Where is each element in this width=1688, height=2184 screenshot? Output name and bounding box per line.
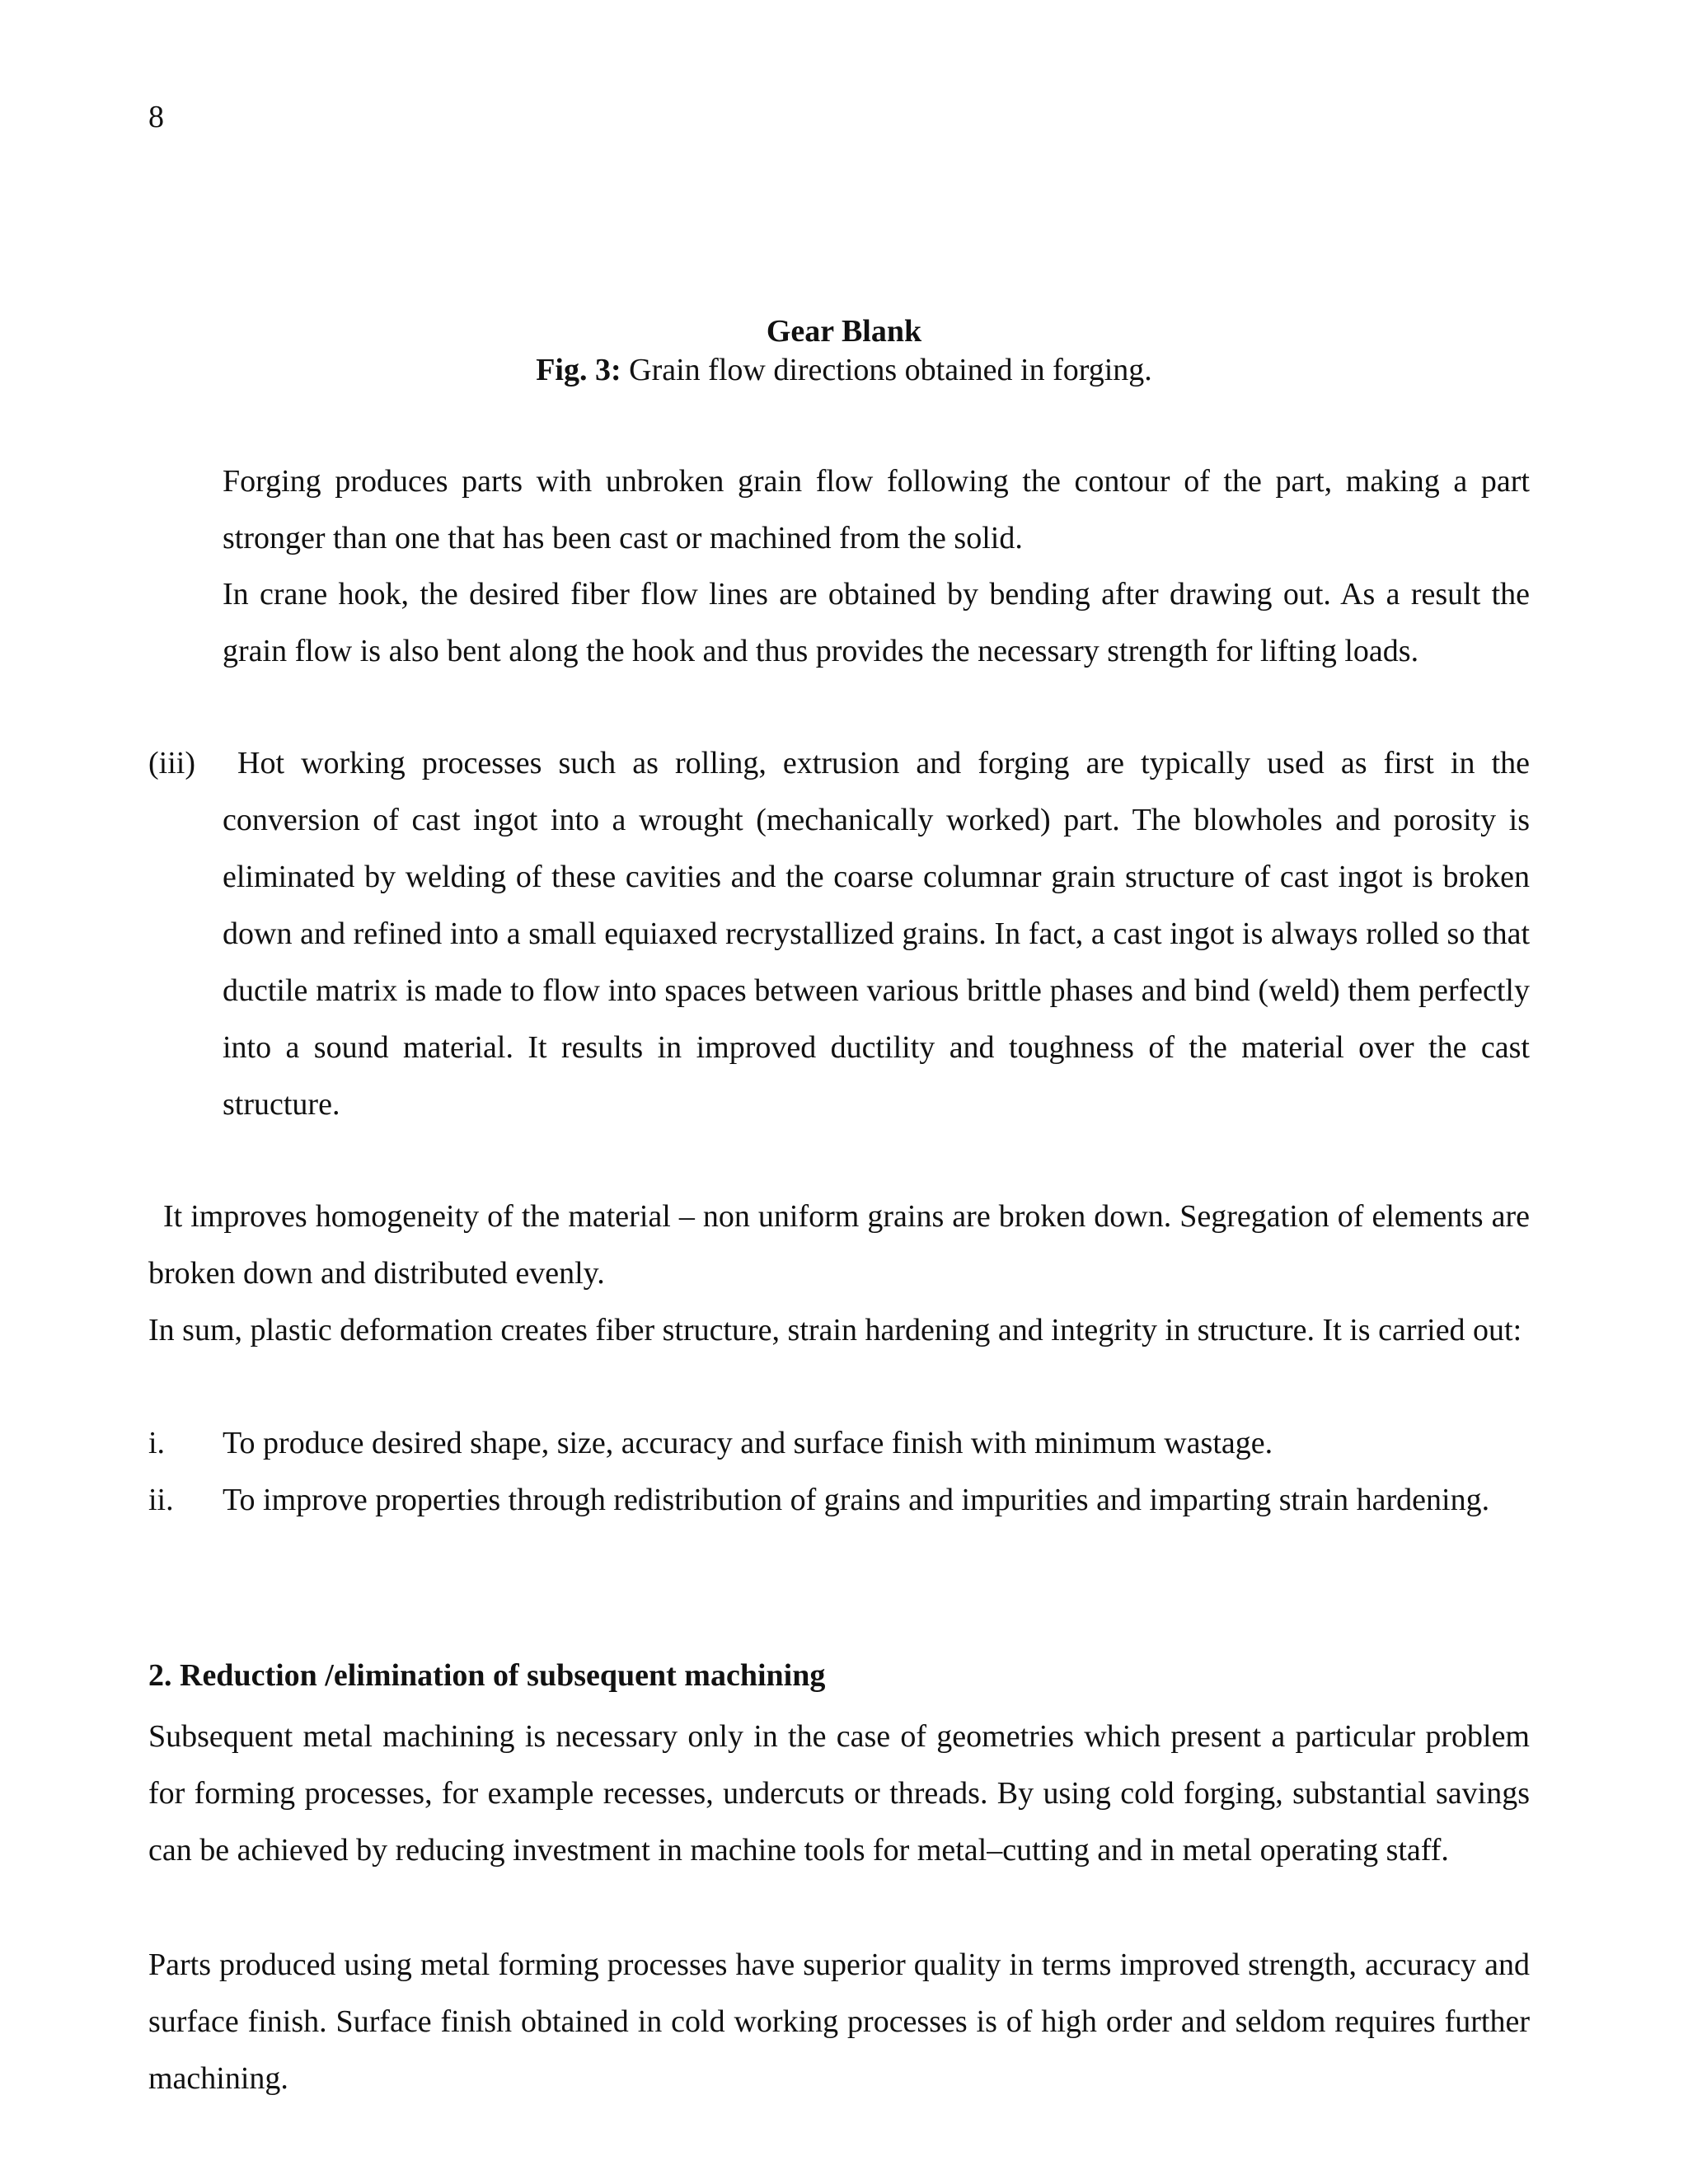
paragraph-parts-quality: Parts produced using metal forming processes have superior quality in terms improved strength, accuracy and surface finish. Surface finish obtained in cold working processes is of high order and seldom requires further machining. [148, 1947, 1530, 2096]
paragraph-forging-grain-flow: Forging produces parts with unbroken grain flow following the contour of the part, making a part stronger than one that has been cast or machined from the solid. [223, 464, 1530, 555]
list-item-iii [148, 735, 1530, 1133]
list-item-i [148, 1415, 1530, 1472]
figure-caption [0, 350, 1688, 390]
list-marker: (iii) [148, 746, 195, 780]
paragraph-crane-hook: In crane hook, the desired fiber flow lines are obtained by bending after drawing out. As a result the grain flow is also bent along the hook and thus provides the necessary strength for lifting loads. [223, 577, 1530, 668]
figure-caption-label: Fig. 3: [536, 353, 621, 387]
figure-caption-text: Grain flow directions obtained in forging. [621, 353, 1152, 387]
page-number: 8 [148, 100, 164, 134]
list-marker: ii. [148, 1483, 174, 1517]
section-heading: 2. Reduction /elimination of subsequent machining [148, 1658, 826, 1693]
figure-title: Gear Blank [766, 314, 922, 349]
paragraph-subsequent-machining: Subsequent metal machining is necessary only in the case of geometries which present a particular problem for forming processes, for example recesses, undercuts or threads. By using cold forging, substantial savings can be achieved by reducing investment in machine tools for metal–cutting and in metal operating staff. [148, 1719, 1530, 1868]
list-item-text: To improve properties through redistribution of grains and impurities and imparting strain hardening. [223, 1483, 1490, 1517]
list-item-ii [148, 1472, 1530, 1529]
paragraph-in-sum: In sum, plastic deformation creates fiber structure, strain hardening and integrity in structure. It is carried out: [148, 1313, 1522, 1347]
list-marker: i. [148, 1426, 166, 1460]
list-item-text: To produce desired shape, size, accuracy and surface finish with minimum wastage. [223, 1426, 1273, 1460]
list-item-text: Hot working processes such as rolling, extrusion and forging are typically used as first in the conversion of cast ingot into a wrought (mechanically worked) part. The blowholes and porosity is eliminated by welding of these cavities and the coarse columnar grain structure of cast ingot is broken down and refined into a small equiaxed recrystallized grains. In fact, a cast ingot is always rolled so that ductile matrix is made to flow into spaces between various brittle phases and bind (weld) them perfectly into a sound material. It results in improved ductility and toughness of the material over the cast structure. [223, 746, 1530, 1122]
paragraph-homogeneity: It improves homogeneity of the material – non uniform grains are broken down. Segregation of elements are broken down and distributed evenly. [148, 1199, 1530, 1291]
